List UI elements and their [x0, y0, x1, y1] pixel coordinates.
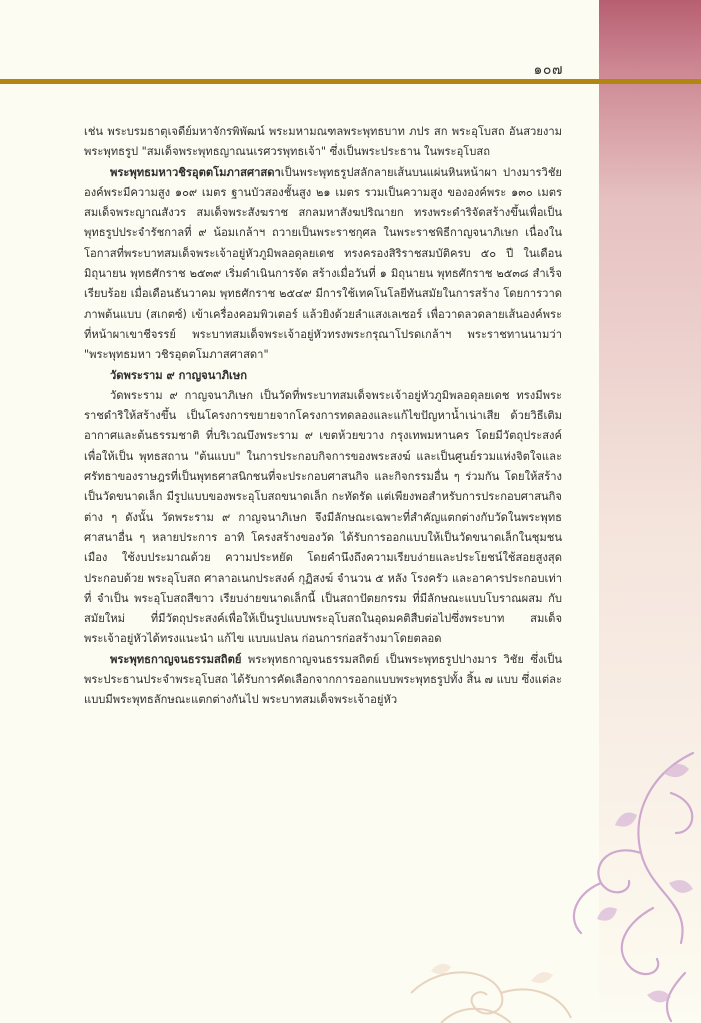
paragraph — [84, 650, 562, 711]
paragraph-text: เป็นพระพุทธรูปสลักลายเส้นบนแผ่นหินหน้าผา ปางมารวิชัย องค์พระมีความสูง ๑๐๙ เมตร ฐานบัวสองชั้นสูง ๒๑ เมตร รวมเป็นความสูง ขององค์พระ ๑๓๐ เมตร สมเด็จพระญาณสังวร สมเด็จพระสังฆราช สกลมหาสังฆปริณายก ทรงพระดำริจัดสร้างขึ้นเพื่อเป็นพุทธรูปประจำรัชกาลที่ ๙ น้อมเกล้าฯ ถวายเป็นพระราชกุศล ในพระราชพิธีกาญจนาภิเษก เนื่องในโอกาสที่พระบาทสมเด็จพระเจ้าอยู่หัวภูมิพลอดุลยเดช ทรงครองสิริราชสมบัติครบ ๕๐ ปี ในเดือนมิถุนายน พุทธศักราช ๒๕๓๙ เริ่มดำเนินการจัด สร้างเมื่อวันที่ ๑ มิถุนายน พุทธศักราช ๒๕๓๘ สำเร็จเรียบร้อย เมื่อเดือนธันวาคม พุทธศักราช ๒๕๔๙ มีการใช้เทคโนโลยีทันสมัยในการสร้าง โดยการวาดภาพต้นแบบ (สเกตซ์) เข้าเครื่องคอมพิวเตอร์ แล้วยิงด้วยลำแสงเลเซอร์ เพื่อวาดลวดลายเส้นองค์พระที่หน้าผาเขาชีจรรย์ พระบาทสมเด็จพระเจ้าอยู่หัวทรงพระกรุณาโปรดเกล้าฯ พระราชทานนามว่า "พระพุทธมหา วชิรอุตตโมภาสศาสดา" — [84, 165, 562, 362]
paragraph-bold-lead: พระพุทธกาญจนธรรมสถิตย์ — [110, 652, 242, 666]
header-rule — [0, 79, 701, 84]
paragraph — [84, 122, 562, 163]
page-number: ๑๐๗ — [533, 62, 563, 78]
paragraph-text: พระพุทธกาญจนธรรมสถิตย์ เป็นพระพุทธรูปปางมาร วิชัย ซึ่งเป็นพระประธานประจำพระอุโบสถ ได้รับการคัดเลือกจากการออกแบบพระพุทธรูปทั้ง สิ้น ๗ แบบ ซึ่งแต่ละแบบมีพระพุทธลักษณะแตกต่างกันไป พระบาทสมเด็จพระเจ้าอยู่หัว — [84, 652, 562, 707]
paragraph — [84, 163, 562, 366]
paragraph-bold-lead: พระพุทธมหาวชิรอุตตโมภาสศาสดา — [110, 165, 281, 179]
paragraph — [84, 386, 562, 650]
body-text — [84, 122, 562, 711]
floral-ornament — [401, 733, 701, 1023]
paragraph-text: เช่น พระบรมธาตุเจดีย์มหาจักรพิพัฒน์ พระมหามณฑลพระพุทธบาท ภปร สก พระอุโบสถ อันสวยงาม พระพุทธรูป "สมเด็จพระพุทธญาณนเรศวรพุทธเจ้า" ซึ่งเป็นพระประธาน ในพระอุโบสถ — [84, 125, 562, 159]
section-heading: วัดพระราม ๙ กาญจนาภิเษก — [110, 368, 248, 382]
paragraph-text: วัดพระราม ๙ กาญจนาภิเษก เป็นวัดที่พระบาทสมเด็จพระเจ้าอยู่หัวภูมิพลอดุลยเดช ทรงมีพระราชดำริให้สร้างขึ้น เป็นโครงการขยายจากโครงการทดลองและแก้ไขปัญหาน้ำเน่าเสีย ด้วยวิธีเติมอากาศและต้นธรรมชาติ ที่บริเวณบึงพระราม ๙ เขตห้วยขวาง กรุงเทพมหานคร โดยมีวัตถุประสงค์เพื่อให้เป็น พุทธสถาน "ต้นแบบ" ในการประกอบกิจการของพระสงฆ์ และเป็นศูนย์รวมแห่งจิตใจและศรัทธาของราษฎรที่เป็นพุทธศาสนิกชนที่จะประกอบศาสนกิจ และกิจกรรมอื่น ๆ ร่วมกัน โดยให้สร้างเป็นวัดขนาดเล็ก มีรูปแบบของพระอุโบสถขนาดเล็ก กะทัดรัด แต่เพียงพอสำหรับการประกอบศาสนกิจต่าง ๆ ดังนั้น วัดพระราม ๙ กาญจนาภิเษก จึงมีลักษณะเฉพาะที่สำคัญแตกต่างกับวัดในพระพุทธศาสนาอื่น ๆ หลายประการ อาทิ โครงสร้างของวัด ได้รับการออกแบบให้เป็นวัดขนาดเล็กในชุมชนเมือง ใช้งบประมาณด้วย ความประหยัด โดยคำนึงถึงความเรียบง่ายและประโยชน์ใช้สอยสูงสุด ประกอบด้วย พระอุโบสถ ศาลาอเนกประสงค์ กุฏิสงฆ์ จำนวน ๕ หลัง โรงครัว และอาคารประกอบเท่าที่ จำเป็น พระอุโบสถสีขาว เรียบง่ายขนาดเล็กนี้ เป็นสถาปัตยกรรม ที่มีลักษณะแบบโบราณผสม กับสมัยใหม่ ที่มีวัตถุประสงค์เพื่อให้เป็นรูปแบบพระอุโบสถในอุดมคติสืบต่อไปซึ่งพระบาท สมเด็จพระเจ้าอยู่หัวได้ทรงแนะนำ แก้ไข แบบแปลน ก่อนการก่อสร้างมาโดยตลอด — [84, 388, 562, 646]
